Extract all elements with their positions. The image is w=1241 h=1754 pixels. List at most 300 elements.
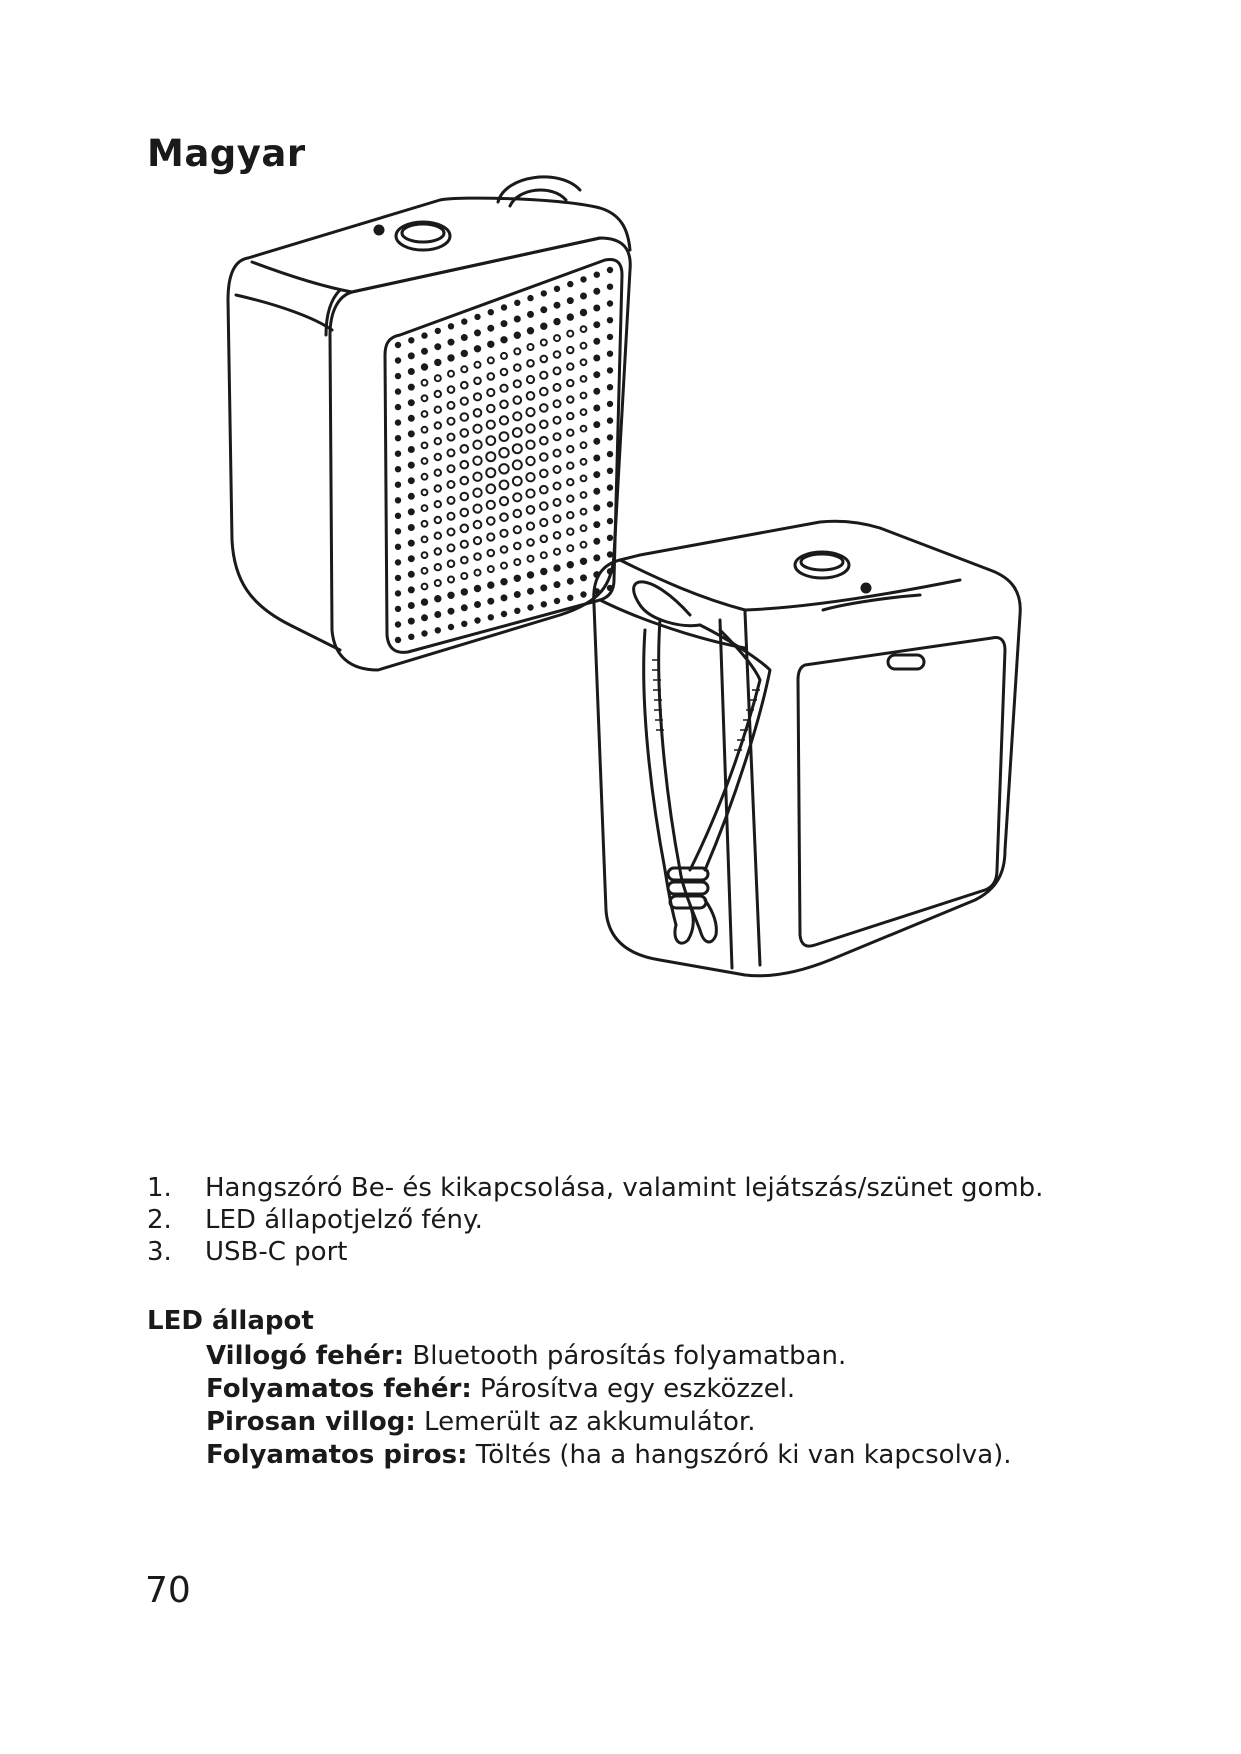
grille-hole (528, 572, 533, 577)
item-number: 3. (147, 1237, 172, 1267)
led-status-text: Lemerült az akkumulátor. (415, 1407, 756, 1437)
grille-hole (435, 548, 441, 554)
grille-hole (554, 450, 561, 457)
grille-hole (500, 432, 509, 441)
grille-hole (526, 473, 534, 481)
grille-hole (422, 427, 428, 433)
grille-hole (554, 384, 561, 391)
grille-hole (527, 523, 534, 530)
grille-hole (448, 386, 455, 393)
grille-hole (396, 622, 400, 626)
grille-hole (486, 436, 495, 445)
item-text: USB-C port (205, 1237, 348, 1267)
grille-hole (608, 452, 612, 456)
grille-hole (608, 385, 612, 389)
grille-hole (567, 529, 573, 535)
grille-hole (500, 385, 507, 392)
grille-hole (461, 445, 469, 453)
grille-hole (581, 575, 586, 580)
list-item (147, 1236, 1043, 1268)
grille-hole (396, 638, 400, 642)
grille-hole (554, 400, 561, 407)
grille-hole (567, 463, 573, 469)
grille-hole (409, 416, 414, 421)
grille-hole (540, 437, 548, 445)
grille-hole (487, 517, 495, 525)
grille-hole (396, 343, 400, 347)
grille-hole (501, 369, 508, 376)
grille-hole (486, 452, 495, 461)
grille-hole (409, 478, 414, 483)
grille-hole (422, 505, 428, 511)
grille-hole (486, 468, 495, 477)
grille-hole (435, 564, 441, 570)
grille-hole (409, 431, 414, 436)
grille-hole (608, 335, 612, 339)
grille-hole (581, 359, 587, 365)
grille-hole (515, 592, 520, 597)
grille-hole (488, 599, 493, 604)
grille-hole (489, 615, 493, 619)
grille-hole (608, 569, 612, 573)
led-status-label: Villogó fehér: (206, 1341, 405, 1371)
grille-hole (488, 373, 495, 380)
grille-hole (409, 541, 414, 546)
grille-hole (435, 391, 441, 397)
grille-hole (435, 375, 441, 381)
grille-hole (488, 357, 494, 363)
grille-hole (435, 580, 441, 586)
grille-hole (422, 490, 428, 496)
grille-hole (541, 536, 548, 543)
grille-hole (448, 593, 453, 598)
grille-hole (541, 324, 546, 329)
grille-hole (502, 321, 507, 326)
grille-hole (409, 619, 414, 624)
grille-hole (461, 429, 469, 437)
grille-hole (581, 459, 587, 465)
grille-hole (488, 582, 493, 587)
grille-hole (526, 408, 534, 416)
grille-hole (409, 463, 414, 468)
grille-hole (567, 396, 573, 402)
grille-hole (581, 277, 585, 281)
led-status-label: Pirosan villog: (206, 1407, 416, 1437)
grille-hole (581, 409, 587, 415)
grille-hole (540, 388, 548, 396)
grille-hole (448, 434, 455, 441)
speaker-back-drawing (594, 521, 1021, 976)
grille-hole (541, 356, 548, 363)
led-status-text: Bluetooth párosítás folyamatban. (404, 1341, 847, 1371)
grille-hole (542, 602, 546, 606)
led-status-row (206, 1373, 1012, 1406)
grille-hole (409, 369, 414, 374)
grille-hole (594, 372, 599, 377)
grille-hole (500, 497, 508, 505)
grille-hole (409, 572, 414, 577)
grille-hole (540, 519, 547, 526)
grille-hole (474, 553, 481, 560)
grille-hole (489, 310, 493, 314)
parts-list (147, 1172, 1043, 1268)
led-status-heading: LED állapot (147, 1306, 314, 1336)
grille-hole (527, 392, 535, 400)
grille-hole (554, 351, 561, 358)
grille-hole (594, 505, 599, 510)
grille-hole (513, 493, 521, 501)
grille-hole (513, 444, 522, 453)
grille-hole (500, 401, 508, 409)
grille-hole (435, 517, 441, 523)
grille-hole (527, 506, 535, 514)
grille-hole (595, 273, 599, 277)
grille-hole (422, 443, 428, 449)
grille-hole (594, 572, 599, 577)
grille-hole (422, 584, 428, 590)
grille-hole (448, 418, 455, 425)
grille-hole (461, 509, 469, 517)
grille-hole (396, 560, 400, 564)
grille-hole (594, 339, 599, 344)
grille-hole (594, 489, 599, 494)
grille-hole (462, 605, 467, 610)
grille-hole (554, 515, 561, 522)
grille-hole (568, 562, 573, 567)
grille-hole (567, 331, 573, 337)
grille-hole (473, 425, 481, 433)
grille-hole (581, 326, 587, 332)
grille-hole (594, 472, 599, 477)
grille-hole (435, 454, 441, 460)
grille-hole (473, 457, 481, 465)
grille-hole (409, 587, 414, 592)
grille-hole (608, 352, 612, 356)
item-number: 2. (147, 1205, 172, 1235)
list-item (147, 1172, 1043, 1204)
grille-hole (448, 402, 455, 409)
grille-hole (409, 385, 414, 390)
grille-hole (435, 596, 440, 601)
grille-hole (501, 579, 506, 584)
grille-hole (473, 473, 481, 481)
grille-hole (396, 436, 400, 440)
grille-hole (527, 539, 534, 546)
grille-hole (448, 529, 455, 536)
grille-hole (396, 591, 400, 595)
grille-hole (526, 441, 534, 449)
grille-hole (608, 268, 612, 272)
item-text: LED állapotjelző fény. (205, 1205, 483, 1235)
led-status-row (206, 1406, 1012, 1439)
grille-hole (396, 576, 400, 580)
grille-hole (515, 609, 519, 613)
item-number: 1. (147, 1173, 172, 1203)
grille-hole (501, 563, 507, 569)
grille-hole (526, 424, 534, 432)
grille-hole (474, 409, 482, 417)
grille-hole (567, 347, 573, 353)
grille-hole (540, 404, 548, 412)
grille-hole (568, 579, 573, 584)
grille-hole (422, 568, 428, 574)
grille-hole (555, 287, 559, 291)
grille-hole (581, 476, 587, 482)
grille-hole (448, 371, 454, 377)
grille-hole (396, 498, 400, 502)
grille-hole (396, 545, 400, 549)
grille-hole (608, 285, 612, 289)
grille-hole (462, 335, 467, 340)
grille-hole (567, 413, 573, 419)
grille-hole (581, 492, 587, 498)
grille-hole (409, 603, 414, 608)
grille-hole (448, 577, 454, 583)
grille-hole (594, 555, 599, 560)
grille-hole (541, 585, 546, 590)
grille-hole (594, 289, 599, 294)
grille-hole (449, 324, 453, 328)
grille-hole (475, 586, 480, 591)
grille-hole (396, 452, 400, 456)
grille-hole (515, 317, 520, 322)
grille-hole (528, 589, 533, 594)
grille-hole (540, 486, 548, 494)
grille-hole (514, 510, 522, 518)
grille-hole (527, 376, 534, 383)
grille-hole (528, 312, 533, 317)
grille-hole (568, 596, 572, 600)
grille-hole (435, 470, 441, 476)
grille-hole (594, 439, 599, 444)
grille-hole (554, 483, 561, 490)
grille-hole (473, 489, 481, 497)
grille-hole (487, 421, 495, 429)
grille-hole (567, 446, 573, 452)
grille-hole (462, 319, 466, 323)
grille-hole (422, 552, 428, 558)
grille-hole (568, 298, 573, 303)
grille-hole (396, 483, 400, 487)
grille-hole (595, 589, 599, 593)
item-text: Hangszóró Be- és kikapcsolása, valamint lejátszás/szünet gomb. (205, 1173, 1044, 1203)
grille-hole (608, 536, 612, 540)
grille-hole (581, 525, 587, 531)
grille-hole (500, 530, 507, 537)
grille-hole (475, 618, 479, 622)
grille-hole (515, 301, 519, 305)
grille-hole (448, 544, 455, 551)
grille-hole (608, 552, 612, 556)
grille-hole (568, 282, 572, 286)
grille-hole (501, 353, 507, 359)
led-status-list (206, 1340, 1012, 1472)
grille-hole (396, 467, 400, 471)
grille-hole (488, 550, 495, 557)
led-status-text: Párosítva egy eszközzel. (471, 1374, 796, 1404)
grille-hole (540, 502, 548, 510)
grille-hole (474, 537, 481, 544)
grille-hole (396, 514, 400, 518)
grille-hole (435, 533, 441, 539)
grille-hole (581, 294, 586, 299)
grille-hole (581, 393, 587, 399)
grille-hole (436, 628, 440, 632)
grille-hole (514, 396, 522, 404)
grille-hole (409, 353, 414, 358)
grille-hole (462, 589, 467, 594)
grille-hole (594, 456, 599, 461)
grille-hole (487, 405, 495, 413)
grille-hole (500, 513, 508, 521)
grille-hole (540, 372, 547, 379)
grille-hole (554, 433, 561, 440)
grille-hole (567, 496, 573, 502)
grille-hole (448, 560, 455, 567)
grille-hole (554, 417, 561, 424)
grille-hole (422, 349, 427, 354)
grille-hole (448, 497, 455, 504)
grille-hole (541, 552, 547, 558)
grille-hole (409, 525, 414, 530)
grille-hole (555, 599, 559, 603)
grille-hole (449, 609, 454, 614)
grille-hole (396, 358, 400, 362)
led-status-label: Folyamatos fehér: (206, 1374, 472, 1404)
grille-hole (474, 521, 482, 529)
grille-hole (554, 565, 559, 570)
grille-hole (396, 374, 400, 378)
grille-hole (608, 469, 612, 473)
led-status-text: Töltés (ha a hangszóró ki van kapcsolva). (467, 1440, 1012, 1470)
grille-hole (594, 406, 599, 411)
grille-hole (435, 407, 441, 413)
grille-hole (422, 521, 428, 527)
grille-hole (514, 364, 521, 371)
grille-hole (528, 328, 533, 333)
grille-hole (554, 367, 561, 374)
grille-hole (449, 340, 454, 345)
grille-hole (487, 389, 494, 396)
grille-hole (475, 602, 480, 607)
grille-hole (422, 364, 427, 369)
grille-hole (462, 622, 466, 626)
grille-hole (474, 393, 481, 400)
grille-hole (513, 460, 522, 469)
grille-hole (474, 378, 481, 385)
grille-hole (608, 301, 612, 305)
grille-hole (422, 599, 427, 604)
grille-hole (475, 315, 479, 319)
grille-hole (526, 489, 534, 497)
grille-hole (409, 400, 414, 405)
grille-hole (461, 573, 467, 579)
grille-hole (462, 351, 467, 356)
grille-hole (499, 464, 508, 473)
grille-hole (567, 512, 573, 518)
grille-hole (396, 607, 400, 611)
led-status-label: Folyamatos piros: (206, 1440, 468, 1470)
grille-hole (608, 435, 612, 439)
grille-hole (461, 382, 468, 389)
grille-hole (475, 330, 480, 335)
grille-hole (541, 307, 546, 312)
grille-hole (486, 484, 495, 493)
grille-hole (501, 337, 506, 342)
grille-hole (528, 344, 534, 350)
grille-hole (555, 303, 560, 308)
grille-hole (541, 340, 547, 346)
grille-hole (422, 537, 428, 543)
grille-hole (473, 441, 481, 449)
grille-hole (501, 546, 508, 553)
grille-hole (435, 422, 441, 428)
grille-hole (568, 314, 573, 319)
grille-hole (528, 605, 532, 609)
grille-hole (540, 453, 548, 461)
grille-hole (554, 532, 561, 539)
grille-hole (528, 556, 534, 562)
grille-hole (514, 526, 521, 533)
grille-hole (422, 380, 428, 386)
grille-hole (528, 296, 532, 300)
grille-hole (514, 543, 521, 550)
grille-hole (422, 631, 426, 635)
grille-hole (461, 493, 469, 501)
grille-hole (422, 333, 426, 337)
grille-hole (594, 306, 599, 311)
grille-hole (461, 366, 467, 372)
grille-hole (608, 485, 612, 489)
led-status-row (206, 1340, 1012, 1373)
grille-hole (515, 576, 520, 581)
grille-hole (435, 485, 441, 491)
grille-hole (581, 442, 587, 448)
grille-hole (502, 595, 507, 600)
grille-hole (473, 505, 481, 513)
grille-hole (435, 438, 441, 444)
grille-hole (409, 635, 413, 639)
grille-hole (581, 592, 585, 596)
grille-hole (594, 422, 599, 427)
grille-hole (475, 362, 481, 368)
grille-hole (448, 513, 455, 520)
grille-hole (396, 420, 400, 424)
grille-hole (475, 346, 480, 351)
grille-hole (409, 556, 414, 561)
grille-hole (594, 539, 599, 544)
page-number: 70 (145, 1570, 191, 1611)
grille-hole (422, 411, 428, 417)
grille-hole (461, 461, 469, 469)
grille-hole (448, 481, 455, 488)
grille-hole (461, 525, 469, 533)
grille-hole (448, 465, 455, 472)
grille-hole (409, 494, 414, 499)
grille-hole (567, 479, 573, 485)
grille-hole (487, 533, 494, 540)
grille-hole (461, 413, 469, 421)
grille-hole (594, 322, 599, 327)
grille-hole (502, 612, 506, 616)
grille-hole (581, 343, 587, 349)
grille-hole (409, 509, 414, 514)
grille-hole (581, 310, 586, 315)
grille-hole (436, 329, 440, 333)
grille-hole (409, 447, 414, 452)
grille-hole (513, 477, 522, 486)
grille-hole (581, 376, 587, 382)
